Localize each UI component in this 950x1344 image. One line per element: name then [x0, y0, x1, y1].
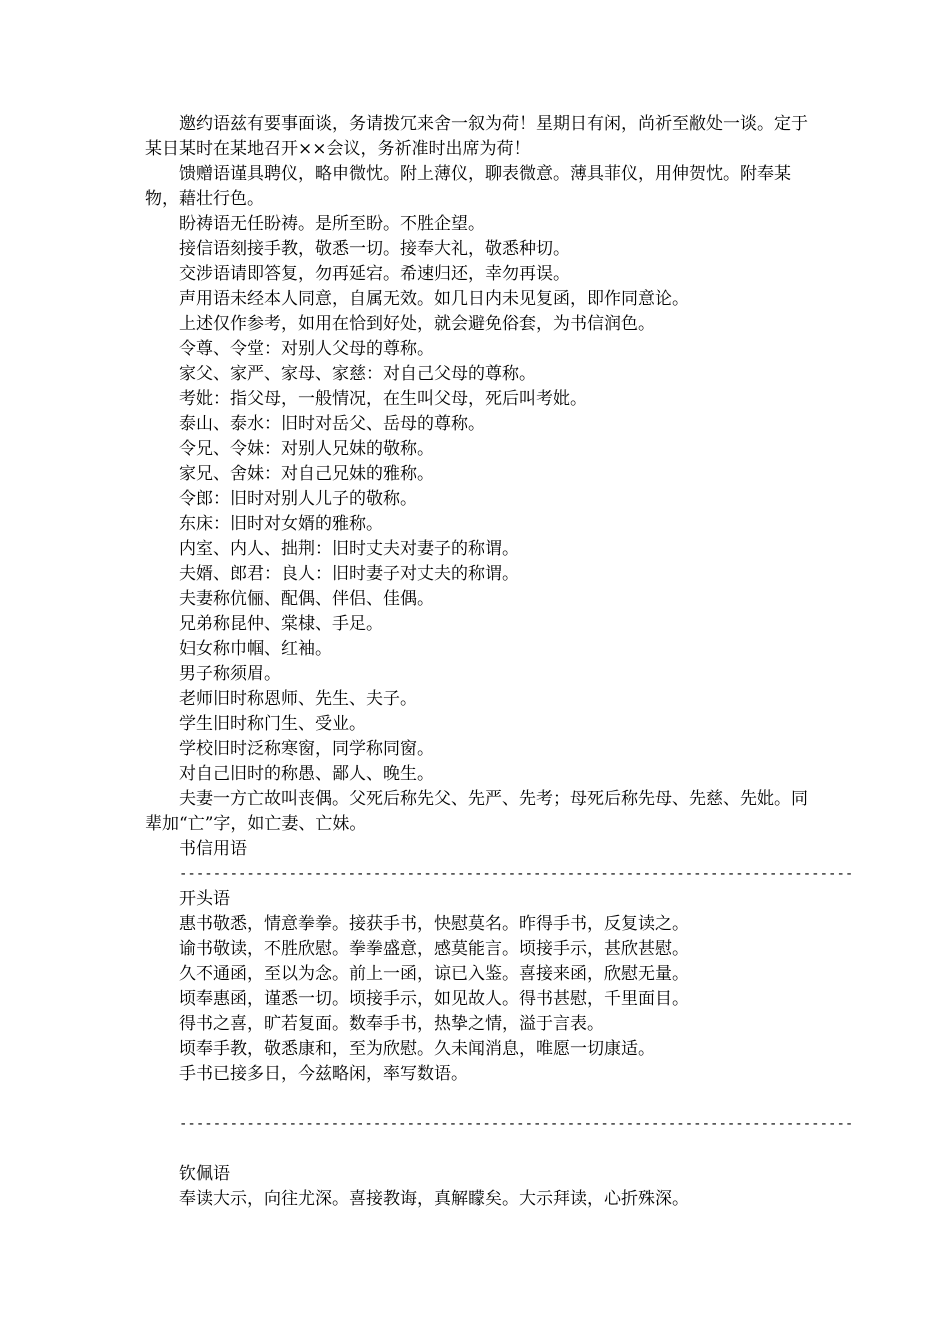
document-body [145, 112, 854, 1212]
paragraph-term: 令郎：旧时对别人儿子的敬称。 [179, 489, 417, 509]
paragraph-receipt: 接信语刻接手教，敬悉一切。接奉大礼，敬悉种切。 [179, 239, 570, 259]
paragraph-opening-phrase: 久不通函，至以为念。前上一函，谅已入鉴。喜接来函，欣慰无量。 [179, 964, 689, 984]
paragraph-term: 家父、家严、家母、家慈：对自己父母的尊称。 [179, 364, 536, 384]
blank-line [145, 1087, 815, 1112]
paragraph-term: 兄弟称昆仲、棠棣、手足。 [179, 614, 383, 634]
paragraph-opening-phrase: 惠书敬悉，情意拳拳。接获手书，快慰莫名。昨得手书，反复读之。 [179, 914, 689, 934]
paragraph-term: 男子称须眉。 [179, 664, 281, 684]
horizontal-rule-dashes: -------------------------------------------------------------------------------- [179, 1116, 854, 1132]
paragraph-term: 老师旧时称恩师、先生、夫子。 [179, 689, 417, 709]
paragraph-term: 学生旧时称门生、受业。 [179, 714, 366, 734]
paragraph-term: 学校旧时泛称寒窗，同学称同窗。 [179, 739, 434, 759]
paragraph-term: 夫妻称伉俪、配偶、伴侣、佳偶。 [179, 589, 434, 609]
paragraph-admiration-phrase: 奉读大示，向往尤深。喜接教诲，真解矇矣。大示拜读，心折殊深。 [179, 1189, 689, 1209]
paragraph-gift: 馈赠语谨具聘仪，略申微忱。附上薄仪，聊表微意。薄具菲仪，用伸贺忱。附奉某物，藉壮行色。 [145, 164, 791, 209]
paragraph-bereavement: 夫妻一方亡故叫丧偶。父死后称先父、先严、先考；母死后称先母、先慈、先妣。同辈加“亡”字，如亡妻、亡妹。 [145, 789, 808, 834]
section-heading-admiration: 钦佩语 [179, 1164, 230, 1184]
paragraph-term: 家兄、舍妹：对自己兄妹的雅称。 [179, 464, 434, 484]
section-heading-opening: 开头语 [179, 889, 230, 909]
paragraph-opening-phrase: 顷奉手教，敬悉康和，至为欣慰。久未闻消息，唯愿一切康适。 [179, 1039, 655, 1059]
paragraph-reference-note: 上述仅作参考，如用在恰到好处，就会避免俗套，为书信润色。 [179, 314, 655, 334]
paragraph-term: 泰山、泰水：旧时对岳父、岳母的尊称。 [179, 414, 485, 434]
paragraph-term: 对自己旧时的称愚、鄙人、晚生。 [179, 764, 434, 784]
horizontal-rule-dashes: -------------------------------------------------------------------------------- [179, 866, 854, 882]
paragraph-opening-phrase: 手书已接多日，今兹略闲，率写数语。 [179, 1064, 468, 1084]
paragraph-term: 妇女称巾帼、红袖。 [179, 639, 332, 659]
paragraph-term: 令尊、令堂：对别人父母的尊称。 [179, 339, 434, 359]
paragraph-term: 内室、内人、拙荆：旧时丈夫对妻子的称谓。 [179, 539, 519, 559]
paragraph-term: 东床：旧时对女婿的雅称。 [179, 514, 383, 534]
paragraph-term: 考妣：指父母，一般情况，在生叫父母，死后叫考妣。 [179, 389, 587, 409]
paragraph-opening-phrase: 谕书敬读，不胜欣慰。拳拳盛意，感莫能言。顷接手示，甚欣甚慰。 [179, 939, 689, 959]
paragraph-opening-phrase: 得书之喜，旷若复面。数奉手书，热挚之情，溢于言表。 [179, 1014, 604, 1034]
paragraph-opening-phrase: 顷奉惠函，谨悉一切。顷接手示，如见故人。得书甚慰，千里面目。 [179, 989, 689, 1009]
paragraph-hope: 盼祷语无任盼祷。是所至盼。不胜企望。 [179, 214, 485, 234]
section-heading-letter-phrases: 书信用语 [179, 839, 247, 859]
blank-line [145, 1137, 815, 1162]
paragraph-negotiation: 交涉语请即答复，勿再延宕。希速归还，幸勿再误。 [179, 264, 570, 284]
paragraph-term: 夫婿、郎君：良人：旧时妻子对丈夫的称谓。 [179, 564, 519, 584]
paragraph-declaration: 声用语未经本人同意，自属无效。如几日内未见复函，即作同意论。 [179, 289, 689, 309]
paragraph-term: 令兄、令妹：对别人兄妹的敬称。 [179, 439, 434, 459]
paragraph-invitation: 邀约语兹有要事面谈，务请拨冗来舍一叙为荷！星期日有闲，尚祈至敝处一谈。定于某日某时在某地召开××会议，务祈准时出席为荷！ [145, 114, 808, 159]
